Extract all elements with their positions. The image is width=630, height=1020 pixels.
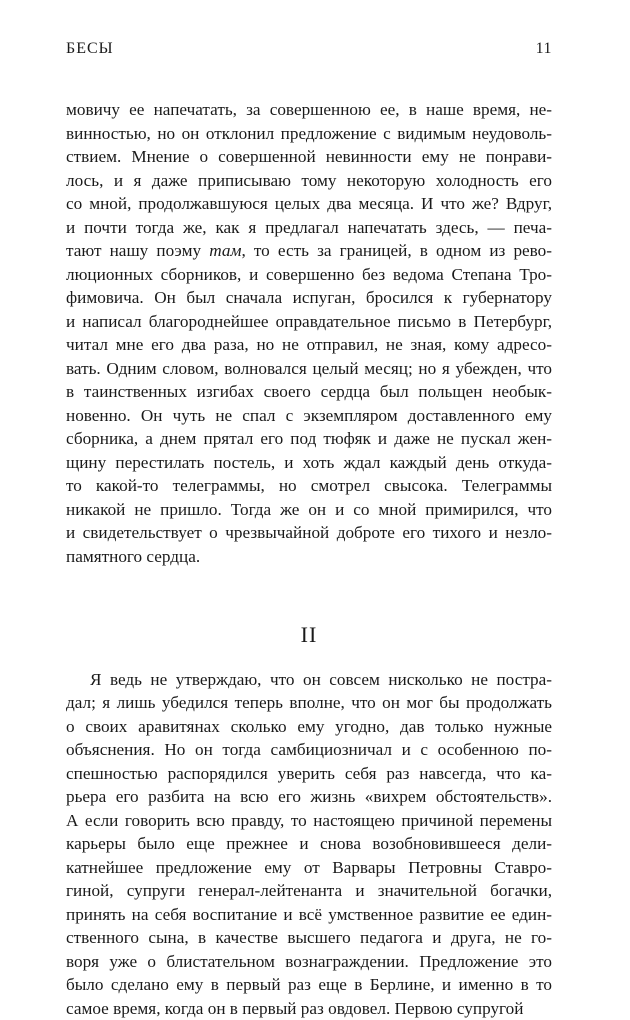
- text-line: объяснения. Но он тогда самбициозничал и с особенною по-: [66, 738, 552, 762]
- text-line: со мной, продолжавшуюся целых два месяца. И что же? Вдруг,: [66, 192, 552, 216]
- text-line: ственного сына, в качестве высшего педагога и друга, не го-: [66, 926, 552, 950]
- text-line: новенно. Он чуть не спал с экземпляром доставленного ему: [66, 404, 552, 428]
- page-number: 11: [536, 40, 552, 58]
- text-line: сборника, а днем прятал его под тюфяк и даже не пускал жен-: [66, 427, 552, 451]
- text-line: принять на себя воспитание и всё умственное развитие ее един-: [66, 903, 552, 927]
- section-heading: II: [66, 623, 552, 647]
- text-line: было сделано ему в первый раз еще в Берлине, и именно в то: [66, 973, 552, 997]
- text-line: в таинственных изгибах своего сердца был польщен необык-: [66, 380, 552, 404]
- main-text: [66, 98, 552, 1020]
- text-line: люционных сборников, и совершенно без ведома Степана Тро-: [66, 263, 552, 287]
- text-line: гиной, супруги генерал-лейтенанта и значительной богачки,: [66, 879, 552, 903]
- running-header: [66, 40, 552, 58]
- text-line: Я ведь не утверждаю, что он совсем нисколько не постра-: [66, 668, 552, 692]
- text-line: читал мне его два раза, но не отправил, не зная, кому адресо-: [66, 333, 552, 357]
- book-page: [66, 40, 552, 1020]
- text-line: катнейшее предложение ему от Варвары Петровны Ставро-: [66, 856, 552, 880]
- text-line: памятного сердца.: [66, 545, 552, 569]
- text-line: никакой не пришло. Тогда же он и со мной примирился, что: [66, 498, 552, 522]
- paragraph-1: [66, 98, 552, 568]
- text-line: самое время, когда он в первый раз овдовел. Первою супругой: [66, 997, 552, 1020]
- text-line: фимовича. Он был сначала испуган, бросился к губернатору: [66, 286, 552, 310]
- text-line: воря уже о блистательном вознаграждении. Предложение это: [66, 950, 552, 974]
- text-line: тают нашу поэму там, то есть за границей, в одном из рево-: [66, 239, 552, 263]
- text-line: дал; я лишь убедился теперь вполне, что он мог бы продолжать: [66, 691, 552, 715]
- text-line: и почти тогда же, как я предлагал напечатать здесь, — печа-: [66, 216, 552, 240]
- text-line: вать. Одним словом, волновался целый месяц; но я убежден, что: [66, 357, 552, 381]
- text-line: мовичу ее напечатать, за совершенною ее, в наше время, не-: [66, 98, 552, 122]
- book-title: БЕСЫ: [66, 40, 114, 58]
- text-line: ствием. Мнение о совершенной невинности ему не понрави-: [66, 145, 552, 169]
- text-line: спешностью распорядился уверить себя раз навсегда, что ка-: [66, 762, 552, 786]
- text-line: карьеры было еще прежнее и снова возобновившееся дели-: [66, 832, 552, 856]
- text-line: то какой-то телеграммы, но смотрел свысока. Телеграммы: [66, 474, 552, 498]
- text-line: и написал благороднейшее оправдательное письмо в Петербург,: [66, 310, 552, 334]
- paragraph-2: [66, 668, 552, 1020]
- text-line: щину перестилать постель, и хоть ждал каждый день откуда-: [66, 451, 552, 475]
- text-line: и свидетельствует о чрезвычайной доброте его тихого и незло-: [66, 521, 552, 545]
- text-line: рьера его разбита на всю его жизнь «вихрем обстоятельств».: [66, 785, 552, 809]
- text-line: винностью, но он отклонил предложение с видимым неудоволь-: [66, 122, 552, 146]
- text-line: А если говорить всю правду, то настоящею причиной перемены: [66, 809, 552, 833]
- text-line: лось, и я даже приписываю тому некоторую холодность его: [66, 169, 552, 193]
- text-line: о своих аравитянах сколько ему угодно, дав только нужные: [66, 715, 552, 739]
